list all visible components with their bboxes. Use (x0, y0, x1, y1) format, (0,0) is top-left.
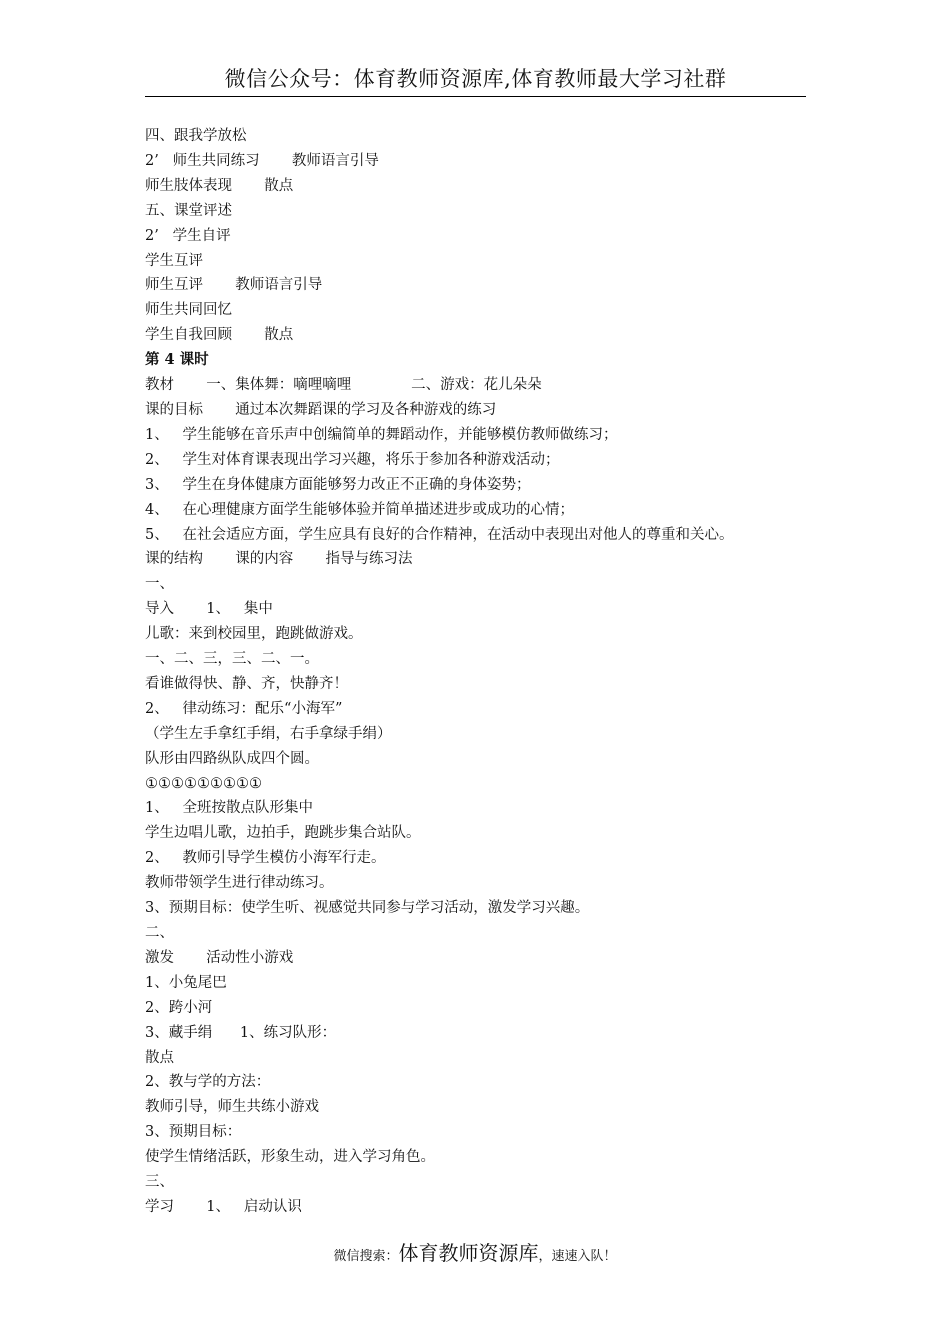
footer-brand: 体育教师资源库 (398, 1241, 539, 1265)
footer-suffix: ，速速入队！ (538, 1249, 617, 1264)
text-line: 看谁做得快、静、齐，快静齐！ (145, 675, 348, 692)
text-line: 3、预期目标： (145, 1124, 242, 1141)
text-line: 2、 学生对体育课表现出学习兴趣，将乐于参加各种游戏活动； (145, 451, 560, 468)
text-line: 学习 1、 启动认识 (145, 1198, 302, 1215)
text-line: （学生左手拿红手绢，右手拿绿手绢） (145, 725, 392, 742)
text-line: 3、藏手绢 1、练习队形： (145, 1024, 337, 1041)
text-line: 儿歌：来到校园里，跑跳做游戏。 (145, 626, 363, 643)
text-line: 二、 (145, 925, 174, 941)
text-line: 2’ 学生自评 (145, 227, 231, 244)
text-line: 2、 教师引导学生模仿小海军行走。 (145, 850, 386, 867)
text-line: 2、 律动练习：配乐“小海军” (145, 700, 343, 717)
document-body (145, 124, 825, 1220)
text-line: 教材 一、集体舞：嘀哩嘀哩 二、游戏：花儿朵朵 (145, 377, 542, 394)
text-line: 5、 在社会适应方面，学生应具有良好的合作精神，在活动中表现出对他人的尊重和关心。 (145, 526, 734, 543)
text-line: 教师带领学生进行律动练习。 (145, 875, 334, 892)
text-line: 1、 全班按散点队形集中 (145, 800, 314, 817)
text-line: 1、小兔尾巴 (145, 974, 227, 991)
text-line: 学生互评 (145, 252, 203, 269)
text-line: 一、 (145, 576, 174, 593)
section-heading: 第 4 课时 (145, 351, 209, 369)
text-line: 使学生情绪活跃，形象生动，进入学习角色。 (145, 1149, 435, 1166)
footer-prefix: 微信搜索： (333, 1249, 399, 1264)
text-line: 散点 (145, 1049, 174, 1066)
text-line: 师生肢体表现 散点 (145, 177, 294, 194)
text-line: 2、跨小河 (145, 999, 213, 1016)
text-line: 2’ 师生共同练习 教师语言引导 (145, 152, 379, 169)
header-title: 微信公众号：体育教师资源库,体育教师最大学习社群 (224, 67, 727, 91)
text-line: 1、 学生能够在音乐声中创编简单的舞蹈动作，并能够模仿教师做练习； (145, 426, 618, 443)
text-line: 课的结构 课的内容 指导与练习法 (145, 551, 413, 568)
text-line: 课的目标 通过本次舞蹈课的学习及各种游戏的练习 (145, 401, 497, 418)
text-line: 学生边唱儿歌，边拍手，跑跳步集合站队。 (145, 825, 421, 842)
text-line: 学生自我回顾 散点 (145, 327, 294, 344)
text-line: 一、二、三，三、二、一。 (145, 651, 319, 668)
text-line: 4、 在心理健康方面学生能够体验并简单描述进步或成功的心情； (145, 501, 575, 518)
text-line: 2、教与学的方法： (145, 1074, 271, 1091)
text-line: 师生互评 教师语言引导 (145, 277, 323, 294)
text-line: 导入 1、 集中 (145, 601, 273, 618)
text-line: 三、 (145, 1174, 174, 1191)
page-header (145, 62, 806, 97)
text-line: 3、 学生在身体健康方面能够努力改正不正确的身体姿势； (145, 476, 531, 493)
text-line: 教师引导，师生共练小游戏 (145, 1099, 319, 1116)
text-line: 队形由四路纵队成四个圆。 (145, 750, 319, 767)
text-line: ①①①①①①①①① (145, 775, 262, 792)
text-line: 3、预期目标：使学生听、视感觉共同参与学习活动，激发学习兴趣。 (145, 900, 590, 917)
text-line: 激发 活动性小游戏 (145, 949, 294, 966)
text-line: 师生共同回忆 (145, 302, 232, 319)
page-footer (0, 1236, 950, 1274)
text-line: 四、跟我学放松 (145, 128, 247, 144)
text-line: 五、课堂评述 (145, 202, 232, 219)
